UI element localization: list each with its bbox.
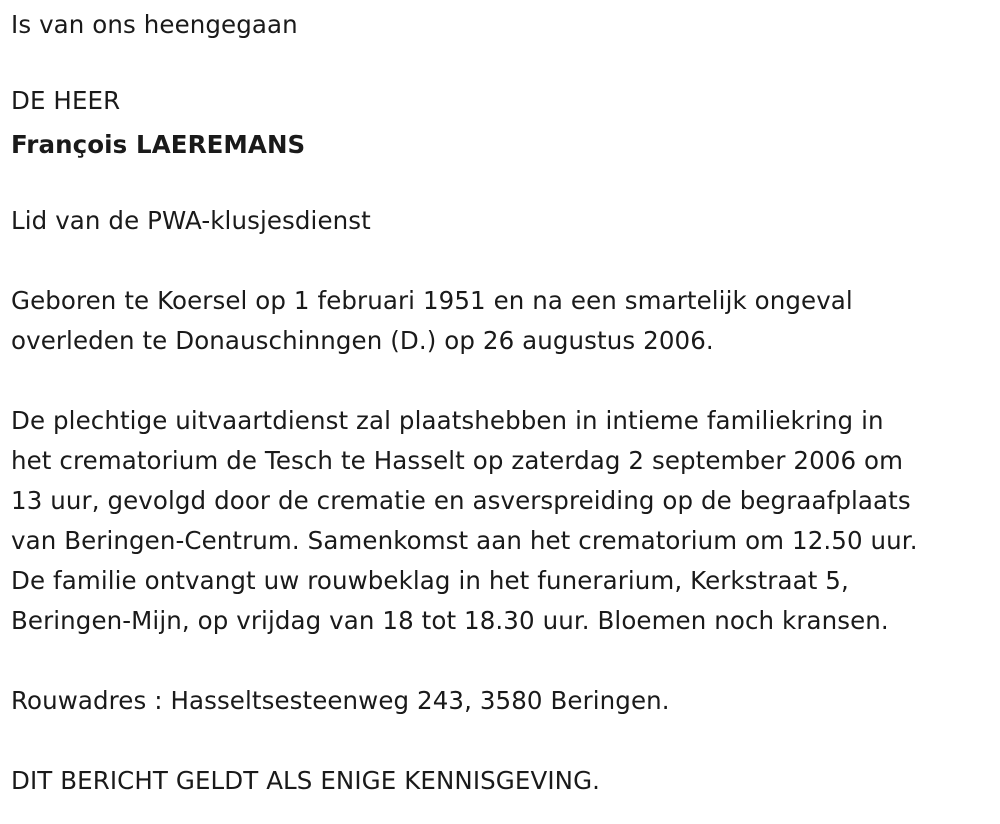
closing-text: DIT BERICHT GELDT ALS ENIGE KENNISGEVING.: [11, 766, 601, 795]
deceased-name: François LAEREMANS: [11, 130, 306, 159]
birth-line: overleden te Donauschinngen (D.) op 26 augustus 2006.: [11, 326, 714, 355]
spacer: [11, 721, 996, 761]
service-line: 13 uur, gevolgd door de crematie en asverspreiding op de begraafplaats: [11, 486, 911, 515]
service-line: De plechtige uitvaartdienst zal plaatshebben in intieme familiekring in: [11, 406, 884, 435]
spacer: [11, 641, 996, 681]
spacer: [11, 361, 996, 401]
spacer: [11, 169, 996, 201]
service-line: van Beringen-Centrum. Samenkomst aan het crematorium om 12.50 uur.: [11, 526, 918, 555]
death-notice: [11, 0, 996, 801]
service-line: Beringen-Mijn, op vrijdag van 18 tot 18.30 uur. Bloemen noch kransen.: [11, 606, 889, 635]
service-line: De familie ontvangt uw rouwbeklag in het funerarium, Kerkstraat 5,: [11, 566, 849, 595]
honorific-title: DE HEER: [11, 86, 121, 115]
birth-line: Geboren te Koersel op 1 februari 1951 en na een smartelijk ongeval: [11, 286, 853, 315]
spacer: [11, 45, 996, 85]
spacer: [11, 241, 996, 281]
service-line: het crematorium de Tesch te Hasselt op zaterdag 2 september 2006 om: [11, 446, 904, 475]
address-text: Rouwadres : Hasseltsesteenweg 243, 3580 Beringen.: [11, 686, 670, 715]
role-text: Lid van de PWA-klusjesdienst: [11, 206, 371, 235]
intro-text: Is van ons heengegaan: [11, 10, 298, 39]
